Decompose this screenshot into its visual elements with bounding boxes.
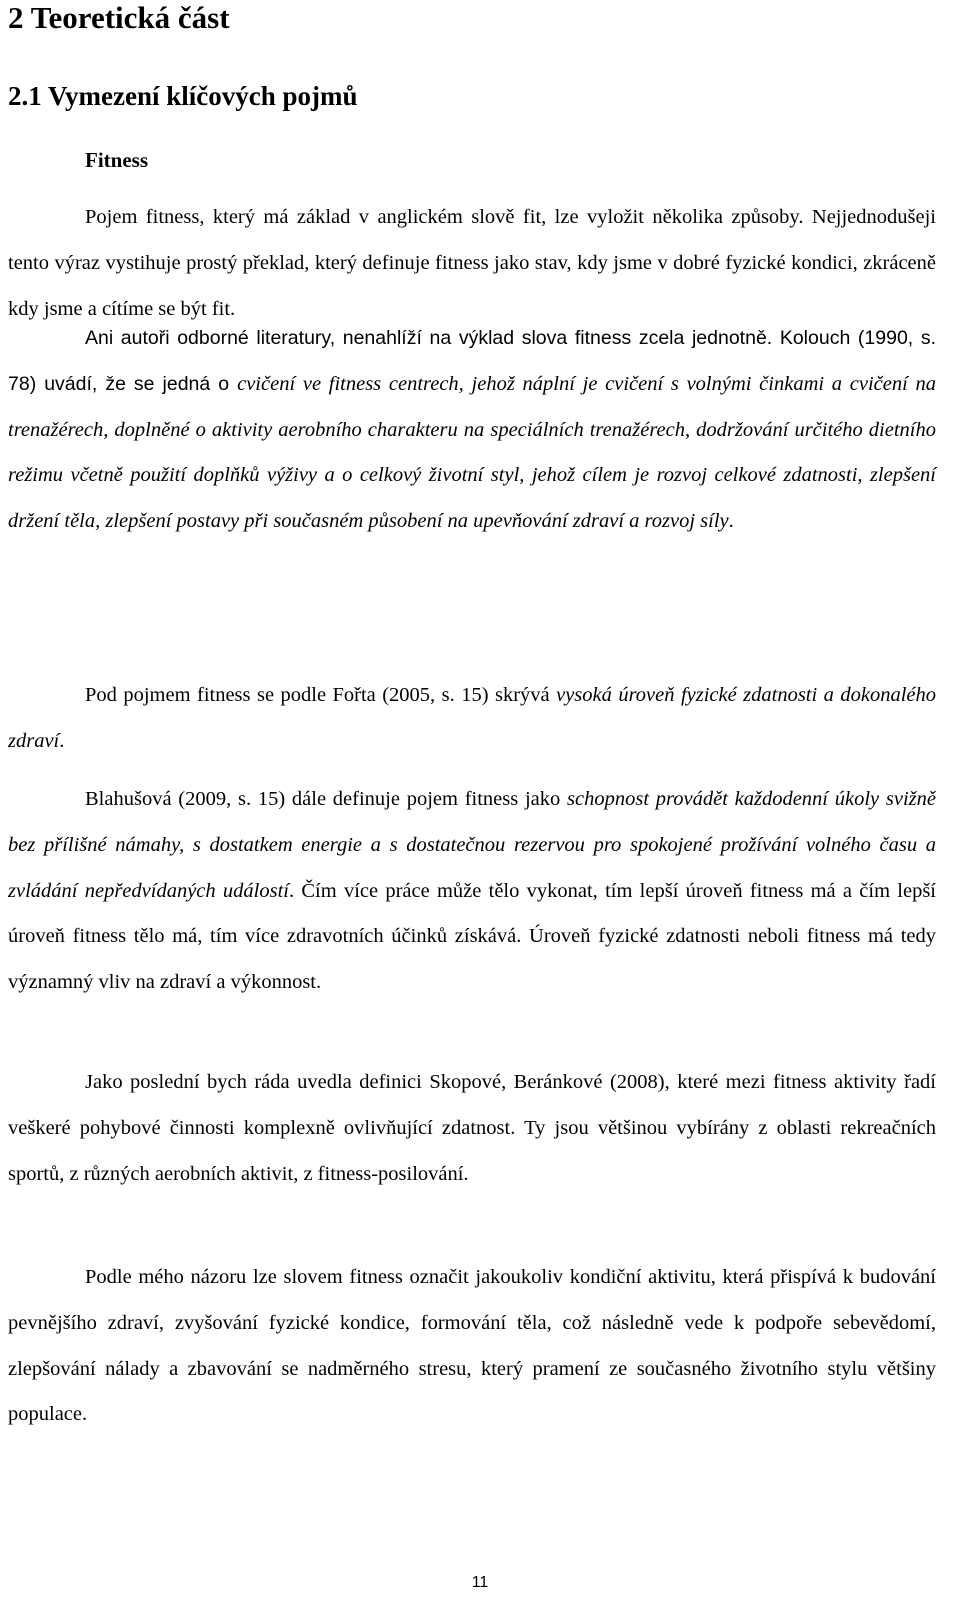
paragraph-kolouch-quote: cvičení ve fitness centrech, jehož náplní je cvičení s volnými činkami a cvičení na trenažérech, doplněné o aktivity aerobního charakteru na speciálních trenažérech, dodržování určitého dietního režimu včetně použití doplňků výživy a o celkový životní styl, jehož cílem je rozvoj celkové zdatnosti, zlepšení držení těla, zlepšení postavy při současném působení na upevňování zdraví a rozvoj síly (8, 372, 937, 533)
paragraph-fort-end: . (59, 729, 65, 752)
paragraph-kolouch-start: Ani autoři odborné literatury, nenahlíží na výklad slova fitness zcela jednotně. Kolouch (1990, s. 78) uvádí, že se jedná o (8, 327, 936, 395)
section-heading: 2.1 Vymezení klíčových pojmů (8, 81, 358, 111)
paragraph-fort-quote: vysoká úroveň fyzické zdatnosti a dokonalého zdraví (8, 684, 937, 752)
paragraph-blahusova-end: . Čím více práce může tělo vykonat, tím lepší úroveň fitness má a čím lepší úroveň fitness tělo má, tím více zdravotních účinků získává. Úroveň fyzické zdatnosti neboli fitness má tedy významný vliv na zdraví a výkonnost. (8, 879, 936, 994)
paragraph-blahusova (8, 777, 936, 1006)
subsection-heading: Fitness (85, 148, 148, 172)
paragraph-kolouch-end: . (728, 510, 734, 533)
paragraph-blahusova-start: Blahušová (2009, s. 15) dále definuje pojem fitness jako (85, 788, 568, 810)
chapter-heading: 2 Teoretická část (8, 0, 230, 35)
page-number: 11 (471, 1574, 489, 1591)
paragraph-blahusova-quote: schopnost provádět každodenní úkoly svižně bez přílišné námahy, s dostatkem energie a s dostatečnou rezervou pro spokojené prožívání volného času a zvládání nepředvídaných událostí (8, 788, 936, 902)
paragraph-author-opinion: Podle mého názoru lze slovem fitness označit jakoukoliv kondiční aktivitu, která přispívá k budování pevnějšího zdraví, zvyšování fyzické kondice, formování těla, což následně vede k podpoře sebevědomí, zlepšování nálady a zbavování se nadměrného stresu, který pramení ze současného životního stylu většiny populace. (8, 1266, 936, 1426)
paragraph-kolouch (8, 316, 936, 545)
paragraph-fort-start: Pod pojmem fitness se podle Fořta (2005, s. 15) skrývá (85, 684, 557, 706)
paragraph-skopova: Jako poslední bych ráda uvedla definici Skopové, Beránkové (2008), které mezi fitness aktivity řadí veškeré pohybové činnosti komplexně ovlivňující zdatnost. Ty jsou většinou vybírány z oblasti rekreačních sportů, z různých aerobních aktivit, z fitness-posilování. (8, 1071, 936, 1185)
paragraph-definition-intro: Pojem fitness, který má základ v anglickém slově fit, lze vyložit několika způsoby. Nejjednodušeji tento výraz vystihuje prostý překlad, který definuje fitness jako stav, kdy jsme v dobré fyzické kondici, zkráceně kdy jsme a cítíme se být fit. (8, 206, 936, 320)
paragraph-fort (8, 673, 936, 765)
